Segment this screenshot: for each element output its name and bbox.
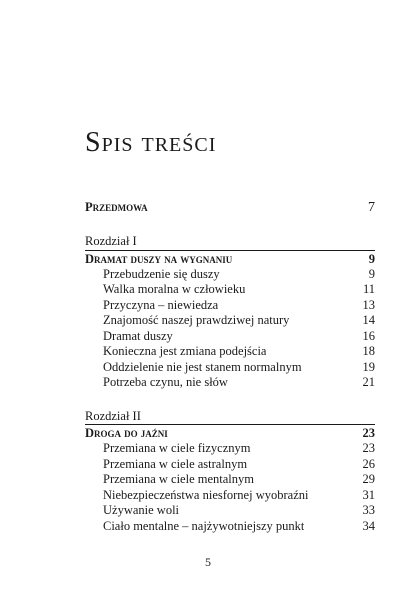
toc-section-label: Niebezpieczeństwa niesfornej wyobraźni	[103, 487, 309, 502]
toc-page-number: 23	[362, 426, 375, 440]
toc-page-number: 16	[362, 328, 375, 343]
toc-section-label: Przemiana w ciele fizycznym	[103, 441, 251, 455]
toc-page-number: 33	[362, 503, 375, 517]
toc-section-entry[interactable]	[85, 457, 375, 473]
toc-section-entry[interactable]	[85, 472, 375, 488]
toc-section-label: Walka moralna w człowieku	[103, 282, 246, 296]
toc-section-entry[interactable]	[85, 298, 375, 314]
toc-section-label: Dramat duszy	[103, 328, 173, 343]
toc-section-label: Przebudzenie się duszy	[103, 266, 220, 281]
toc-page-number: 11	[362, 282, 375, 296]
toc-section-label: Znajomość naszej prawdziwej natury	[103, 313, 290, 327]
toc-section-entry[interactable]	[85, 329, 375, 345]
toc-section-entry[interactable]	[85, 344, 375, 360]
toc-section-entry[interactable]	[85, 503, 375, 519]
toc-parts	[85, 234, 375, 534]
toc-page-number: 9	[368, 266, 375, 281]
toc-page-number: 7	[368, 200, 375, 215]
toc-page-number: 14	[362, 313, 375, 327]
toc-section-label: Używanie woli	[103, 503, 180, 517]
toc-part-label: Rozdział I	[85, 234, 137, 248]
toc-page-number: 26	[362, 456, 375, 471]
toc-section-entry[interactable]	[85, 488, 375, 504]
toc-page-number: 31	[362, 487, 375, 502]
toc-section-label: Przyczyna – niewiedza	[103, 297, 219, 312]
toc-entry-preface[interactable]	[85, 200, 375, 216]
toc-page-number: 34	[362, 518, 375, 533]
toc-section-label: Przemiana w ciele mentalnym	[103, 472, 254, 486]
toc-page-number: 19	[362, 359, 375, 374]
toc-part-label: Rozdział II	[85, 408, 141, 423]
toc-section-entry[interactable]	[85, 267, 375, 283]
toc-page-number: 13	[362, 297, 375, 312]
toc-section-entry[interactable]	[85, 519, 375, 535]
toc-section-label: Ciało mentalne – najżywotniejszy punkt	[103, 518, 305, 533]
toc-page-number: 21	[362, 375, 375, 389]
toc-chapter-entry[interactable]	[85, 424, 375, 441]
page-number: 5	[205, 555, 211, 569]
toc-section-entry[interactable]	[85, 441, 375, 457]
toc-chapter-label: Droga do jaźni	[85, 426, 168, 440]
toc-section-label: Potrzeba czynu, nie słów	[103, 375, 228, 389]
toc-section-entry[interactable]	[85, 360, 375, 376]
toc-chapter-label: Dramat duszy na wygnaniu	[85, 251, 233, 266]
toc-section-entry[interactable]	[85, 282, 375, 298]
toc-section-entry[interactable]	[85, 313, 375, 329]
toc-page-number: 18	[362, 344, 375, 358]
toc-section-label: Oddzielenie nie jest stanem normalnym	[103, 359, 302, 374]
toc-page-number: 29	[362, 472, 375, 486]
toc-section-label: Konieczna jest zmiana podejścia	[103, 344, 267, 358]
toc-page-number: 9	[368, 251, 375, 266]
toc-entry-label: Przedmowa	[85, 200, 148, 214]
page-title: Spis treści	[85, 127, 217, 158]
toc-chapter-entry[interactable]	[85, 250, 375, 267]
toc-page-number: 23	[362, 441, 375, 455]
toc-section-entry[interactable]	[85, 375, 375, 391]
table-of-contents	[85, 200, 375, 534]
toc-section-label: Przemiana w ciele astralnym	[103, 456, 248, 471]
